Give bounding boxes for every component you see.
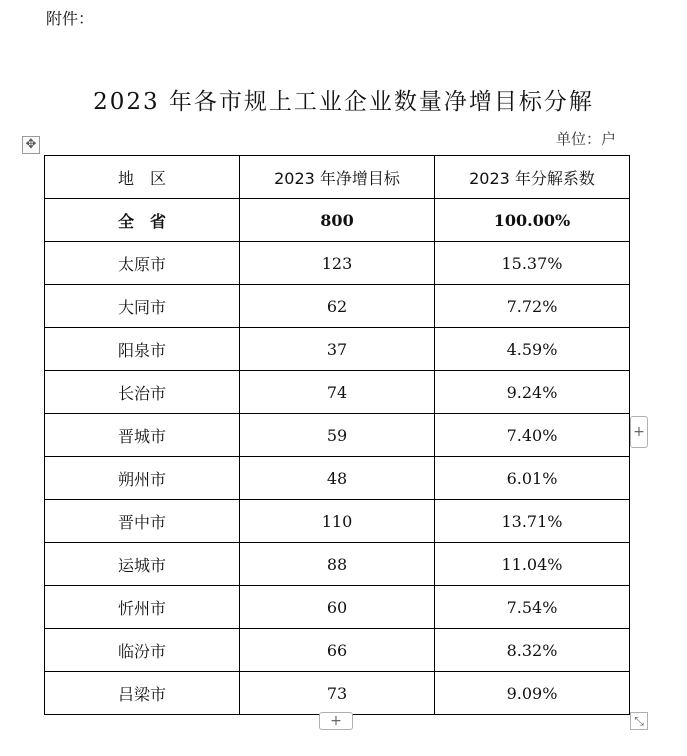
ratio-cell[interactable]: 9.24% — [435, 371, 630, 414]
table-row — [45, 586, 630, 629]
target-cell[interactable]: 73 — [240, 672, 435, 715]
total-target[interactable]: 800 — [240, 199, 435, 242]
table-row — [45, 371, 630, 414]
table-row — [45, 242, 630, 285]
target-cell[interactable]: 74 — [240, 371, 435, 414]
target-table — [44, 155, 630, 715]
ratio-cell[interactable]: 4.59% — [435, 328, 630, 371]
target-cell[interactable]: 37 — [240, 328, 435, 371]
ratio-cell[interactable]: 9.09% — [435, 672, 630, 715]
region-cell[interactable]: 吕梁市 — [45, 672, 240, 715]
table-row — [45, 328, 630, 371]
unit-label: 单位：户 — [556, 130, 617, 148]
region-cell[interactable]: 大同市 — [45, 285, 240, 328]
ratio-cell[interactable]: 7.54% — [435, 586, 630, 629]
region-cell[interactable]: 忻州市 — [45, 586, 240, 629]
table-row — [45, 629, 630, 672]
target-cell[interactable]: 123 — [240, 242, 435, 285]
table-row — [45, 543, 630, 586]
add-row-button[interactable]: + — [630, 416, 648, 448]
region-cell[interactable]: 晋城市 — [45, 414, 240, 457]
total-ratio[interactable]: 100.00% — [435, 199, 630, 242]
region-cell[interactable]: 阳泉市 — [45, 328, 240, 371]
ratio-cell[interactable]: 15.37% — [435, 242, 630, 285]
total-region[interactable]: 全 省 — [45, 199, 240, 242]
table-resize-icon[interactable]: ⤡ — [630, 712, 648, 730]
target-cell[interactable]: 66 — [240, 629, 435, 672]
target-cell[interactable]: 88 — [240, 543, 435, 586]
region-cell[interactable]: 运城市 — [45, 543, 240, 586]
target-cell[interactable]: 62 — [240, 285, 435, 328]
target-cell[interactable]: 48 — [240, 457, 435, 500]
ratio-cell[interactable]: 7.40% — [435, 414, 630, 457]
attachment-label: 附件： — [46, 9, 95, 28]
table-row-total — [45, 199, 630, 242]
ratio-cell[interactable]: 6.01% — [435, 457, 630, 500]
target-cell[interactable]: 60 — [240, 586, 435, 629]
target-cell[interactable]: 59 — [240, 414, 435, 457]
ratio-cell[interactable]: 8.32% — [435, 629, 630, 672]
table-row — [45, 500, 630, 543]
table-row — [45, 285, 630, 328]
region-cell[interactable]: 太原市 — [45, 242, 240, 285]
table-row — [45, 457, 630, 500]
table-row — [45, 414, 630, 457]
add-column-button[interactable]: + — [319, 712, 353, 730]
ratio-cell[interactable]: 11.04% — [435, 543, 630, 586]
header-target[interactable]: 2023 年净增目标 — [240, 156, 435, 199]
table-header-row — [45, 156, 630, 199]
document-title: 2023 年各市规上工业企业数量净增目标分解 — [93, 89, 594, 115]
region-cell[interactable]: 朔州市 — [45, 457, 240, 500]
ratio-cell[interactable]: 13.71% — [435, 500, 630, 543]
region-cell[interactable]: 临汾市 — [45, 629, 240, 672]
region-cell[interactable]: 晋中市 — [45, 500, 240, 543]
header-ratio[interactable]: 2023 年分解系数 — [435, 156, 630, 199]
header-region[interactable]: 地 区 — [45, 156, 240, 199]
region-cell[interactable]: 长治市 — [45, 371, 240, 414]
table-row — [45, 672, 630, 715]
target-cell[interactable]: 110 — [240, 500, 435, 543]
ratio-cell[interactable]: 7.72% — [435, 285, 630, 328]
table-move-icon[interactable]: ✥ — [22, 136, 40, 154]
